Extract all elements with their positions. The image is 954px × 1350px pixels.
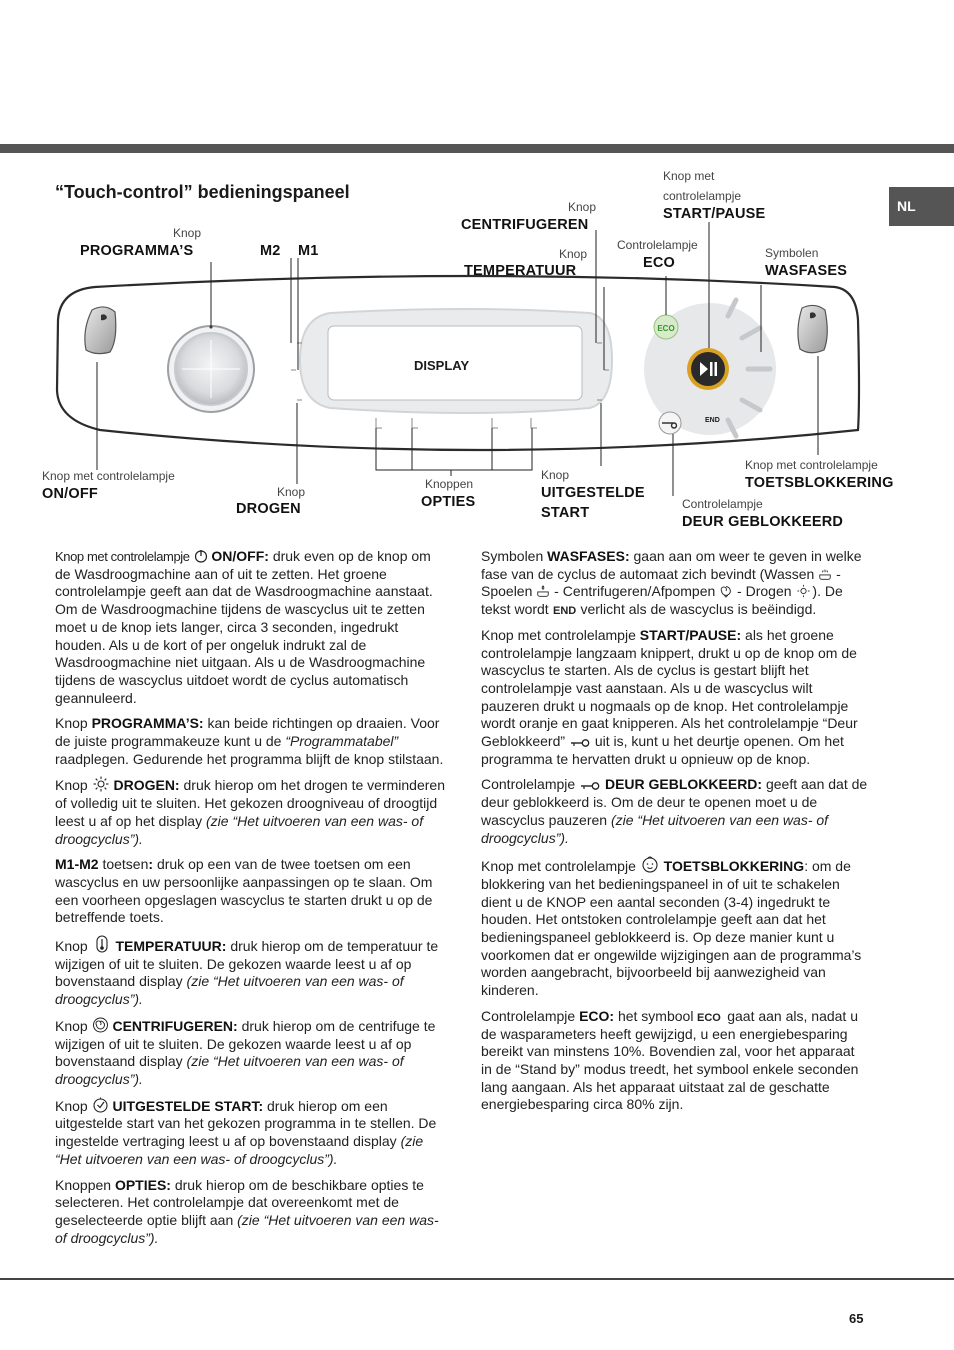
label-deur: Controlelampje DEUR GEBLOKKEERD — [682, 497, 844, 530]
para-m1m2: M1-M2 toetsen: druk op een van de twee toetsen om een wascyclus en uw persoonlijke aanpassingen op te slaan. Om een voorheen opgeslagen wascyclus te starten drukt u op de betreffende toets. — [55, 856, 433, 926]
delay-clock-icon — [92, 1097, 109, 1113]
power-icon — [194, 549, 208, 563]
label-onoff: Knop met controlelampje ON/OFF — [42, 469, 175, 502]
wash-icon — [818, 567, 832, 581]
para-programmas: Knop PROGRAMMA’S: kan beide richtingen op draaien. Voor de juiste programmakeuze kunt u de “Programmatabel” raadplegen. Gedurende het programma blijft de knop stilstaan. — [55, 715, 444, 767]
thermometer-icon — [92, 935, 112, 953]
display-label: DISPLAY — [414, 358, 470, 373]
left-column — [55, 548, 445, 1255]
svg-text:ECO: ECO — [657, 324, 675, 333]
end-text-icon — [553, 603, 577, 615]
eco-text-icon — [697, 1010, 723, 1022]
label-wasfases: Symbolen WASFASES — [765, 246, 848, 279]
page-number: 65 — [849, 1311, 864, 1326]
key-icon — [569, 738, 591, 748]
para-centrifugeren: Knop CENTRIFUGEREN: druk hierop om de centrifuge te wijzigen of uit te sluiten. De gekozen waarde leest u af op bovenstaand display (zie “Het uitvoeren van een was- of droogcyclus”). — [55, 1017, 436, 1087]
para-wasfases: Symbolen WASFASES: gaan aan om weer te geven in welke fase van de cyclus de automaat zich bevindt (Wassen - Spoelen - Centrifugeren/Afpompen - Drogen ). De tekst wordt END verlicht als de wascyclus is beëindigd. — [481, 548, 862, 618]
label-centrifugeren: CENTRIFUGEREN — [461, 217, 589, 233]
para-uitgestelde: Knop UITGESTELDE START: druk hierop om een uitgestelde start van het gekozen programma in te stellen. De ingestelde vertraging leest u af op bovenstaand display (zie “Het uitvoeren van een was- of droogcyclus”). — [55, 1097, 437, 1167]
label-opties: Knoppen OPTIES — [421, 477, 476, 510]
eco-symbol — [653, 318, 679, 336]
key-icon-2 — [579, 781, 601, 791]
language-tab: NL — [889, 187, 954, 226]
para-opties: Knoppen OPTIES: druk hierop om de beschikbare opties te selecteren. Het controlelampje dat overeenkomt met de geselecteerde optie blijft aan (zie “Het uitvoeren van een was- of droogcyclus”). — [55, 1176, 439, 1246]
label-drogen-small: Knop — [277, 485, 306, 499]
child-lock-icon — [640, 855, 660, 873]
label-programmas: Knop — [173, 226, 202, 240]
rinse-icon — [536, 584, 550, 598]
svg-text:ECO: ECO — [697, 1011, 722, 1022]
label-uitgestelde: Knop UITGESTELDE START — [541, 468, 645, 521]
sun-icon — [92, 776, 110, 792]
label-eco: Controlelampje ECO — [617, 238, 698, 271]
label-drogen: DROGEN — [236, 501, 301, 517]
page-title: “Touch-control” bedieningspaneel — [55, 182, 350, 202]
label-temperatuur-small: Knop — [559, 247, 588, 261]
dry-sun-icon — [795, 584, 812, 598]
para-onoff: Knop met controlelampje ON/OFF: druk even op de knop om de Wasdroogmachine aan of uit te zetten. Het groene controlelampje geeft aan dat de Wasdroogmachine aanstaat. Om de Wasdroogmachine tijdens de wascyclus uit te zetten moet u de knop iets langer, circa 3 seconden, ingedrukt houden. Als u de kort of per ongeluk indrukt zal de Wasdroogmachine niet uitgaan. Als u de Wasdroogmachine tijdens de wascyclus uitdoet wordt de cyclus automatisch geannuleerd. — [55, 548, 433, 706]
label-toetsblokkering: Knop met controlelampje TOETSBLOKKERING — [745, 458, 894, 491]
spin-icon — [92, 1017, 109, 1033]
label-startpause: Knop met controlelampje START/PAUSE — [663, 169, 766, 222]
label-programmas-bold: PROGRAMMA’S — [80, 243, 194, 259]
end-symbol: END — [705, 417, 720, 424]
svg-text:END: END — [552, 605, 576, 616]
para-eco: Controlelampje ECO: het symbool ECO gaat aan als, nadat u de wasparameters heeft gewijzigd, u een energiebesparing bereikt van minstens 10%. Bovendien zal, voor het apparaat in de “Stand by” modus treedt, het symbool enkele seconden lang aangaan. Als het apparaat uitstaat zal de geschatte energiebesparing circa 80% zijn. — [481, 1007, 859, 1113]
para-drogen: Knop DROGEN: druk hierop om het drogen te verminderen of volledig uit te sluiten. Het gekozen droogniveau of droogtijd leest u af op het display (zie “Het uitvoeren van een was- of droogcyclus”). — [55, 777, 445, 847]
para-temperatuur: Knop TEMPERATUUR: druk hierop om de temperatuur te wijzigen of uit te sluiten. De gekozen waarde leest u af op bovenstaand display (zie “Het uitvoeren van een was- of droogcyclus”). — [55, 935, 445, 1009]
para-toetsblokkering: Knop met controlelampje TOETSBLOKKERING: om de blokkering van het bedieningspaneel in of uit te schakelen dient u de KNOP een aantal seconden (3-4) ingedrukt te houden. Het ontstoken controlelampje geeft aan dat het bedieningspaneel geblokkeerd is. Op deze manier kunt u voorkomen dat er ongewilde wijzigingen aan de programma’s worden aangebracht, bijvoorbeeld bij aanwezigheid van kinderen. — [481, 855, 869, 1000]
right-column — [481, 548, 869, 1122]
para-deur: Controlelampje DEUR GEBLOKKEERD: geeft aan dat de deur geblokkeerd is. Om de deur te openen moet u de wascyclus pauzeren (zie “Het uitvoeren van een was- of droogcyclus”). — [481, 776, 868, 846]
bottom-rule — [0, 1278, 954, 1280]
para-startpause: Knop met controlelampje START/PAUSE: als het groene controlelampje langzaam knippert, drukt u op de knop om de wascyclus te starten. Als de cyclus is gestart blijft het controlelampje vast aanstaan. Als u de wascyclus wilt pauzeren drukt u nogmaals op de knop. Het controlelampje wordt oranje en gaat knipperen. Als het controlelampje “Deur Geblokkeerd” uit is, kunt u het deurtje openen. Om het programma te hervatten drukt u opnieuw op de knop. — [481, 626, 858, 767]
label-temperatuur: TEMPERATUUR — [464, 263, 577, 279]
label-m2: M2 — [260, 243, 281, 259]
label-centrifugeren-small: Knop — [568, 200, 597, 214]
spin-drain-icon — [719, 584, 733, 598]
label-m1: M1 — [298, 243, 319, 259]
